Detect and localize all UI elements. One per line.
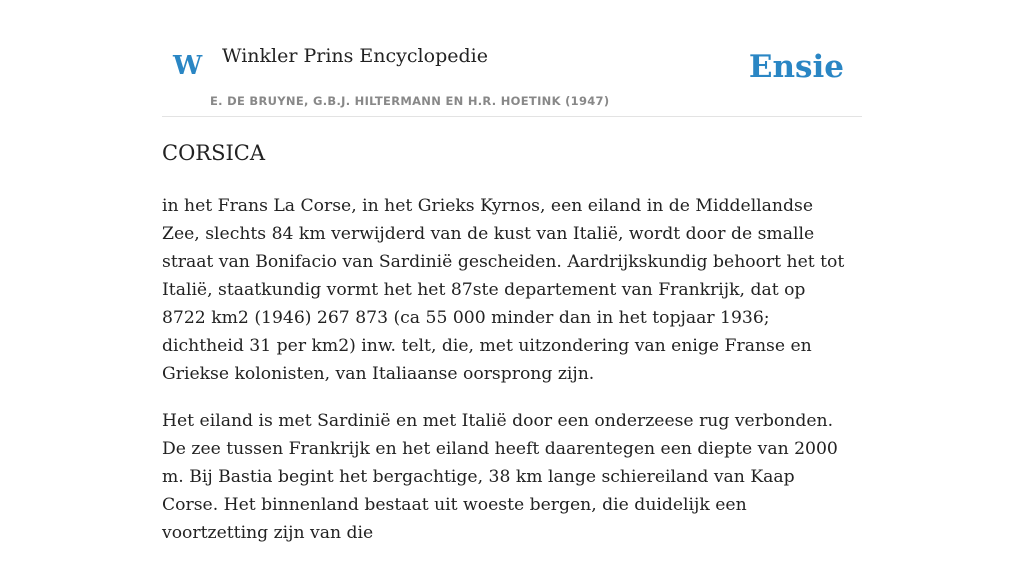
article-paragraph: Het eiland is met Sardinië en met Italië door een onderzeese rug verbonden. De zee tussen Frankrijk en het eiland heeft daarentegen een diepte van 2000 m. Bij Bastia begint het bergachtige, 38 km lange schiereiland van Kaap Corse. Het binnenland bestaat uit woeste bergen, die duidelijk een voortzetting zijn van die [162, 411, 838, 543]
article-title: CORSICA [162, 141, 266, 165]
encyclopedia-title[interactable]: Winkler Prins Encyclopedie [222, 45, 488, 67]
ensie-logo-link[interactable]: Ensie [748, 49, 844, 85]
article-paragraph: in het Frans La Corse, in het Grieks Kyrnos, een eiland in de Middellandse Zee, slechts 84 km verwijderd van de kust van Italië, wordt door de smalle straat van Bonifacio van Sardinië gescheiden. Aardrijkskundig behoort het tot Italië, staatkundig vormt het het 87ste departement van Frankrijk, dat op 8722 km2 (1946) 267 873 (ca 55 000 minder dan in het topjaar 1936; dichtheid 31 per km2) inw. telt, die, met uitzondering van enige Franse en Griekse kolonisten, van Italiaanse oorsprong zijn. [162, 196, 845, 384]
article-body [162, 192, 852, 566]
encyclopedia-authors: E. DE BRUYNE, G.B.J. HILTERMANN EN H.R. HOETINK (1947) [210, 94, 610, 108]
encyclopedia-header [162, 0, 862, 117]
encyclopedia-logo[interactable]: W [173, 51, 203, 81]
